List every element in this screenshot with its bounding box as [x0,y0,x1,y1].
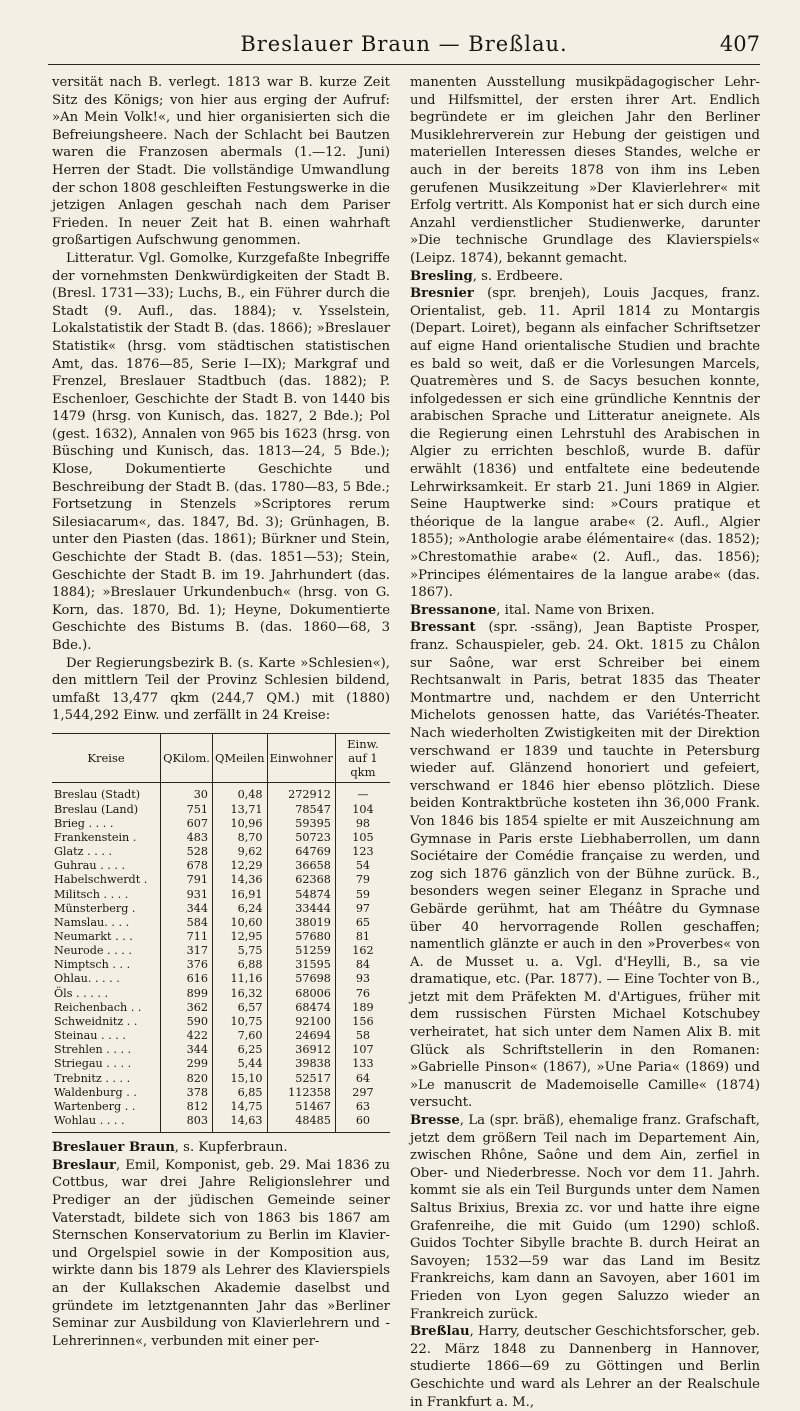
cell-area-qm: 14,36 [212,873,267,887]
cell-area-qm: 16,91 [212,888,267,902]
cell-density: 63 [335,1100,390,1114]
table-row [52,1015,390,1029]
table-row [52,817,390,831]
cell-population: 62368 [267,873,335,887]
cell-area-qkm: 378 [161,1086,213,1100]
cell-area-qm: 9,62 [212,845,267,859]
entry-lemma: Bressanone [410,602,497,618]
table-row [52,831,390,845]
cell-area-qkm: 899 [161,987,213,1001]
table-row [52,944,390,958]
cell-density: 105 [335,831,390,845]
cell-area-qkm: 317 [161,944,213,958]
cell-area-qm: 6,88 [212,958,267,972]
cell-kreis-name: Strehlen . . . . [54,1043,132,1057]
cell-population: 54874 [267,888,335,902]
cell-kreis-name: Wohlau . . . . [54,1114,125,1128]
cell-kreis-name: Breslau (Land) [54,802,139,816]
cell-area-qkm: 30 [161,783,213,803]
cell-area-qkm: 791 [161,873,213,887]
cell-kreis-name: Wartenberg . . [54,1099,136,1113]
cell-kreis-name: Neurode . . . . [54,944,132,958]
cell-kreis-name: Ohlau. . . . . [54,972,120,986]
column-header-kreise: Kreise [52,734,161,783]
cell-density: 123 [335,845,390,859]
entry-lemma: Bresling [410,268,473,284]
cell-density: 162 [335,944,390,958]
table-row [52,803,390,817]
cell-area-qm: 10,75 [212,1015,267,1029]
cell-area-qkm: 590 [161,1015,213,1029]
cell-kreis-name: Schweidnitz . . [54,1014,138,1028]
cell-population: 52517 [267,1072,335,1086]
right-column [410,74,760,1411]
table-row [52,930,390,944]
entry-bresling: Bresling, s. Erdbeere. [410,268,564,284]
cell-population: 64769 [267,845,335,859]
cell-population: 24694 [267,1029,335,1043]
cell-population: 36912 [267,1043,335,1057]
cell-area-qkm: 344 [161,902,213,916]
cell-population: 68474 [267,1001,335,1015]
cell-kreis-name: Münsterberg . [54,901,136,915]
cell-area-qkm: 812 [161,1100,213,1114]
cell-area-qkm: 422 [161,1029,213,1043]
table-row [52,1001,390,1015]
cell-area-qm: 15,10 [212,1072,267,1086]
entry-lemma: Bresnier [410,286,488,302]
table-row [52,902,390,916]
cell-population: 51467 [267,1100,335,1114]
cell-area-qkm: 931 [161,888,213,902]
cell-population: 38019 [267,916,335,930]
cell-area-qm: 6,85 [212,1086,267,1100]
cell-area-qkm: 376 [161,958,213,972]
table-row [52,1100,390,1114]
cell-area-qkm: 344 [161,1043,213,1057]
cell-kreis-name: Namslau. . . . [54,915,130,929]
cell-kreis-name: Trebnitz . . . . [54,1071,131,1085]
running-header [48,28,760,65]
cell-area-qkm: 584 [161,916,213,930]
cell-density: 64 [335,1072,390,1086]
cell-population: 31595 [267,958,335,972]
cell-area-qm: 12,95 [212,930,267,944]
cell-area-qkm: 616 [161,972,213,986]
cell-density: 65 [335,916,390,930]
entry-bresnier: Bresnier (spr. brenjeh), Louis Jacques, franz. Orientalist, geb. 11. April 1814 zu Montargis (Depart. Loiret), begann als einfacher Schriftsetzer auf eigne Hand orientalische Studien und brachte es bald so weit, daß er die Vorlesungen Marcels, Quatremères und S. de Sacys besuchen konnte, infolgedessen er sich eine gründliche Kenntnis der arabischen Sprache und Litteratur aneignete. Als die Regierung einen Lehrstuhl des Arabischen in Algier zu errichten beschloß, wurde B. dafür erwählt (1836) und entfaltete eine bedeutende Lehrwirksamkeit. Er starb 21. Juni 1869 in Algier. Seine Hauptwerke sind: »Cours pratique et théorique de la langue arabe« (2. Aufl., Algier 1855); »Anthologie arabe élémentaire« (das. 1852); »Chrestomathie arabe« (2. Aufl., das. 1856); »Principes élémentaires de la langue arabe« (das. 1867). [410,286,761,601]
entry-bresse: Bresse, La (spr. bräß), ehemalige franz. Grafschaft, jetzt dem größern Teil nach im Departement Ain, zwischen Rhône, Saône und dem Ain, zerfiel in Ober- und Niederbresse. Noch vor dem 11. Jahrh. kommt sie als ein Teil Burgunds unter dem Namen Saltus Brixius, Brexia zc. vor und hatte ihre eigne Grafenreihe, die mit Guido (um 1290) schloß. Guidos Tochter Sibylle brachte B. durch Heirat an Savoyen; 1532—59 war das Land im Besitz Frankreichs, kam dann an Savoyen, aber 1601 im Frieden von Lyon gegen Saluzzo wieder an Frankreich zurück. [410,1113,760,1322]
cell-population: 78547 [267,803,335,817]
running-title: Breslauer Braun — Breßlau. [240,32,568,56]
entry-breslauer-braun: Breslauer Braun, s. Kupferbraun. [52,1140,288,1156]
table-row [52,916,390,930]
cell-area-qkm: 483 [161,831,213,845]
cell-kreis-name: Waldenburg . . [54,1085,137,1099]
cell-population: 36658 [267,859,335,873]
cell-area-qm: 7,60 [212,1029,267,1043]
entry-bressanone: Bressanone, ital. Name von Brixen. [410,602,655,618]
cell-density: 79 [335,873,390,887]
cell-density: 54 [335,859,390,873]
table-row [52,972,390,986]
column-header-qmeilen: QMeilen [212,734,267,783]
cell-area-qm: 5,75 [212,944,267,958]
cell-area-qm: 11,16 [212,972,267,986]
cell-density: 76 [335,987,390,1001]
cell-area-qm: 8,70 [212,831,267,845]
cell-area-qm: 10,96 [212,817,267,831]
cell-area-qkm: 528 [161,845,213,859]
cell-area-qm: 6,57 [212,1001,267,1015]
table-row [52,888,390,902]
column-header-qkilom: QKilom. [161,734,213,783]
cell-density: 97 [335,902,390,916]
cell-population: 33444 [267,902,335,916]
cell-area-qm: 6,24 [212,902,267,916]
cell-kreis-name: Striegau . . . . [54,1057,132,1071]
cell-area-qm: 5,44 [212,1057,267,1071]
cell-kreis-name: Habelschwerdt . [54,873,148,887]
cell-density: 104 [335,803,390,817]
cell-population: 57680 [267,930,335,944]
table-row [52,958,390,972]
cell-density: 133 [335,1057,390,1071]
entry-lemma: Bressant [410,620,489,636]
table-row [52,1043,390,1057]
cell-kreis-name: Glatz . . . . [54,845,113,859]
cell-population: 92100 [267,1015,335,1029]
entry-bressant: Bressant (spr. -ssäng), Jean Baptiste Prosper, franz. Schauspieler, geb. 24. Okt. 1815 zu Châlon sur Saône, war erst Schreiber bei einem Rechtsanwalt in Paris, betrat 1835 das Theater Montmartre und, nachdem er den Unterricht Michelots genossen hatte, das Variétés-Theater. Nach wiederholten Zwistigkeiten mit der Direktion verschwand er 1839 und tauchte in Petersburg wieder auf. Glänzend honoriert und gefeiert, verschwand er 1846 hier ebenso plötzlich. Diese beiden Kontraktbrüche kosteten ihn 36,000 Frank. Von 1846 bis 1854 spielte er mit Auszeichnung am Gymnase in Paris erste Liebhaberrollen, um dann Sociétaire der Comédie française zu werden, und zog sich 1876 gänzlich von der Bühne zurück. B., besonders wegen seiner Eleganz in Sprache und Gebärde gerühmt, hat am Théâtre du Gymnase über 40 hervorragende Rollen geschaffen; namentlich glänzte er auch in den »Proverbes« von A. de Musset u. a. Vgl. d'Heylli, B., sa vie dramatique, etc. (Par. 1877). — Eine Tochter von B., jetzt mit dem Präfekten M. d'Artigues, früher mit dem russischen Fürsten Michael Kotschubey verheiratet, hat sich unter dem Namen Alix B. mit Glück als Schriftstellerin in den Romanen: »Gabrielle Pinson« (1867), »Une Paria« (1869) und »Le manuscrit de Mademoiselle Camille« (1874) versucht. [410,620,760,1111]
cell-area-qm: 14,75 [212,1100,267,1114]
paragraph-literature: Litteratur. Vgl. Gomolke, Kurzgefaßte Inbegriffe der vornehmsten Denkwürdigkeiten der Stadt B. (Bresl. 1731—33); Luchs, B., ein Führer durch die Stadt (9. Aufl., das. 1884); v. Ysselstein, Lokalstatistik der Stadt B. (das. 1866); »Breslauer Statistik« (hrsg. vom städtischen statistischen Amt, das. 1876—85, Serie I—IX); Markgraf und Frenzel, Breslauer Stadtbuch (das. 1882); P. Eschenloer, Geschichte der Stadt B. von 1440 bis 1479 (hrsg. von Kunisch, das. 1827, 2 Bde.); Pol (gest. 1632), Annalen von 965 bis 1623 (hrsg. von Büsching und Kunisch, das. 1813—24, 5 Bde.); Klose, Dokumentierte Geschichte und Beschreibung der Stadt B. (das. 1780—83, 5 Bde.; Fortsetzung in Stenzels »Scriptores rerum Silesiacarum«, das. 1847, Bd. 3); Grünhagen, B. unter den Piasten (das. 1861); Bürkner und Stein, Geschichte der Stadt B. (das. 1851—53); Stein, Geschichte der Stadt B. im 19. Jahrhundert (das. 1884); »Breslauer Urkundenbuch« (hrsg. von G. Korn, das. 1870, Bd. 1); Heyne, Dokumentierte Geschichte des Bistums B. (das. 1860—68, 3 Bde.). [52,250,390,653]
cell-density: 297 [335,1086,390,1100]
cell-kreis-name: Militsch . . . . [54,887,129,901]
cell-area-qkm: 751 [161,803,213,817]
cell-density: 156 [335,1015,390,1029]
table-body [52,783,390,1132]
table-row [52,1072,390,1086]
cell-area-qm: 10,60 [212,916,267,930]
cell-area-qm: 13,71 [212,803,267,817]
cell-kreis-name: Nimptsch . . . [54,958,131,972]
cell-population: 272912 [267,783,335,803]
column-header-einw-per-qkm: Einw. auf 1 qkm [335,734,390,783]
cell-population: 50723 [267,831,335,845]
cell-kreis-name: Brieg . . . . [54,816,114,830]
table-row [52,1086,390,1100]
cell-density: 60 [335,1114,390,1132]
paragraph-history-continued: versität nach B. verlegt. 1813 war B. kurze Zeit Sitz des Königs; von hier aus erging der Aufruf: »An Mein Volk!«, und hier organisierten sich die Befreiungsheere. Nach der Schlacht bei Bautzen waren die Franzosen abermals (1.—12. Juni) Herren der Stadt. Die vollständige Umwandlung der schon 1808 geschleiften Festungswerke in die jetzigen Anlagen geschah nach dem Pariser Frieden. In neuer Zeit hat B. einen wahrhaft großartigen Aufschwung genommen. [52,75,390,249]
cell-area-qm: 16,32 [212,987,267,1001]
page-number: 407 [719,32,760,56]
cell-area-qkm: 299 [161,1057,213,1071]
cell-area-qkm: 678 [161,859,213,873]
cell-kreis-name: Frankenstein . [54,830,137,844]
cell-density: 84 [335,958,390,972]
cell-area-qkm: 711 [161,930,213,944]
entry-lemma: Bresse [410,1113,460,1129]
cell-density: 107 [335,1043,390,1057]
table-row [52,859,390,873]
cell-kreis-name: Steinau . . . . [54,1029,126,1043]
cell-kreis-name: Reichenbach . . [54,1000,142,1014]
paragraph-breslaur-continued: manenten Ausstellung musikpädagogischer Lehr- und Hilfsmittel, der ersten ihrer Art. Endlich begründete er im gleichen Jahr den Berliner Musiklehrerverein zur Hebung der geistigen und materiellen Interessen dieses Standes, welche er auch in der bereits 1878 von ihm ins Leben gerufenen Musikzeitung »Der Klavierlehrer« mit Erfolg vertritt. Als Komponist hat er sich durch eine Anzahl verdienstlicher Studienwerke, darunter »Die technische Grundlage des Klavierspiels« (Leipz. 1874), bekannt gemacht. [410,75,760,266]
cell-population: 57698 [267,972,335,986]
cell-density: 93 [335,972,390,986]
cell-area-qm: 12,29 [212,859,267,873]
cell-area-qkm: 820 [161,1072,213,1086]
cell-population: 48485 [267,1114,335,1132]
cell-density: — [335,783,390,803]
table-row [52,1114,390,1132]
cell-density: 81 [335,930,390,944]
cell-density: 58 [335,1029,390,1043]
cell-kreis-name: Guhrau . . . . [54,859,126,873]
cell-area-qkm: 362 [161,1001,213,1015]
cell-area-qkm: 803 [161,1114,213,1132]
table-row [52,783,390,803]
cell-area-qkm: 607 [161,817,213,831]
entry-bresslau: Breßlau, Harry, deutscher Geschichtsforscher, geb. 22. März 1848 zu Dannenberg in Hannover, studierte 1866—69 zu Göttingen und Berlin Geschichte und ward als Lehrer an der Realschule in Frankfurt a. M., [410,1324,760,1410]
table-row [52,1029,390,1043]
cell-density: 59 [335,888,390,902]
table-row [52,1057,390,1071]
table-row [52,987,390,1001]
paragraph-regierungsbezirk: Der Regierungsbezirk B. (s. Karte »Schlesien«), den mittlern Teil der Provinz Schlesien bildend, umfaßt 13,477 qkm (244,7 QM.) mit (1880) 1,544,292 Einw. und zerfällt in 24 Kreise: [52,655,390,724]
table-header-row [52,734,390,783]
cell-area-qm: 0,48 [212,783,267,803]
cell-kreis-name: Neumarkt . . . [54,930,133,943]
table-row [52,873,390,887]
cell-area-qm: 6,25 [212,1043,267,1057]
cell-population: 51259 [267,944,335,958]
entry-lemma: Breslaur [52,1157,116,1173]
cell-area-qm: 14,63 [212,1114,267,1132]
district-table [52,733,390,1133]
column-header-einwohner: Einwohner [267,734,335,783]
cell-kreis-name: Öls . . . . . [54,986,109,1000]
cell-kreis-name: Breslau (Stadt) [54,788,141,802]
cell-population: 39838 [267,1057,335,1071]
entry-breslaur: Breslaur, Emil, Komponist, geb. 29. Mai 1836 zu Cottbus, war drei Jahre Religionslehrer und Prediger an der jüdischen Gemeinde seiner Vaterstadt, bildete sich von 1863 bis 1867 am Sternschen Konservatorium zu Berlin im Klavier- und Orgelspiel sowie in der Komposition aus, wirkte dann bis 1879 als Lehrer des Klavierspiels an der Kullakschen Akademie daselbst und gründete im letztgenannten Jahr das »Berliner Seminar zur Ausbildung von Klavierlehrern und -Lehrerinnen«, verbunden mit einer per- [52,1157,390,1349]
cell-density: 189 [335,1001,390,1015]
entry-lemma: Breslauer Braun [52,1140,175,1156]
cell-population: 112358 [267,1086,335,1100]
table-row [52,845,390,859]
cell-population: 59395 [267,817,335,831]
cell-density: 98 [335,817,390,831]
entry-lemma: Breßlau [410,1324,470,1340]
cell-population: 68006 [267,987,335,1001]
left-column [52,74,390,1350]
